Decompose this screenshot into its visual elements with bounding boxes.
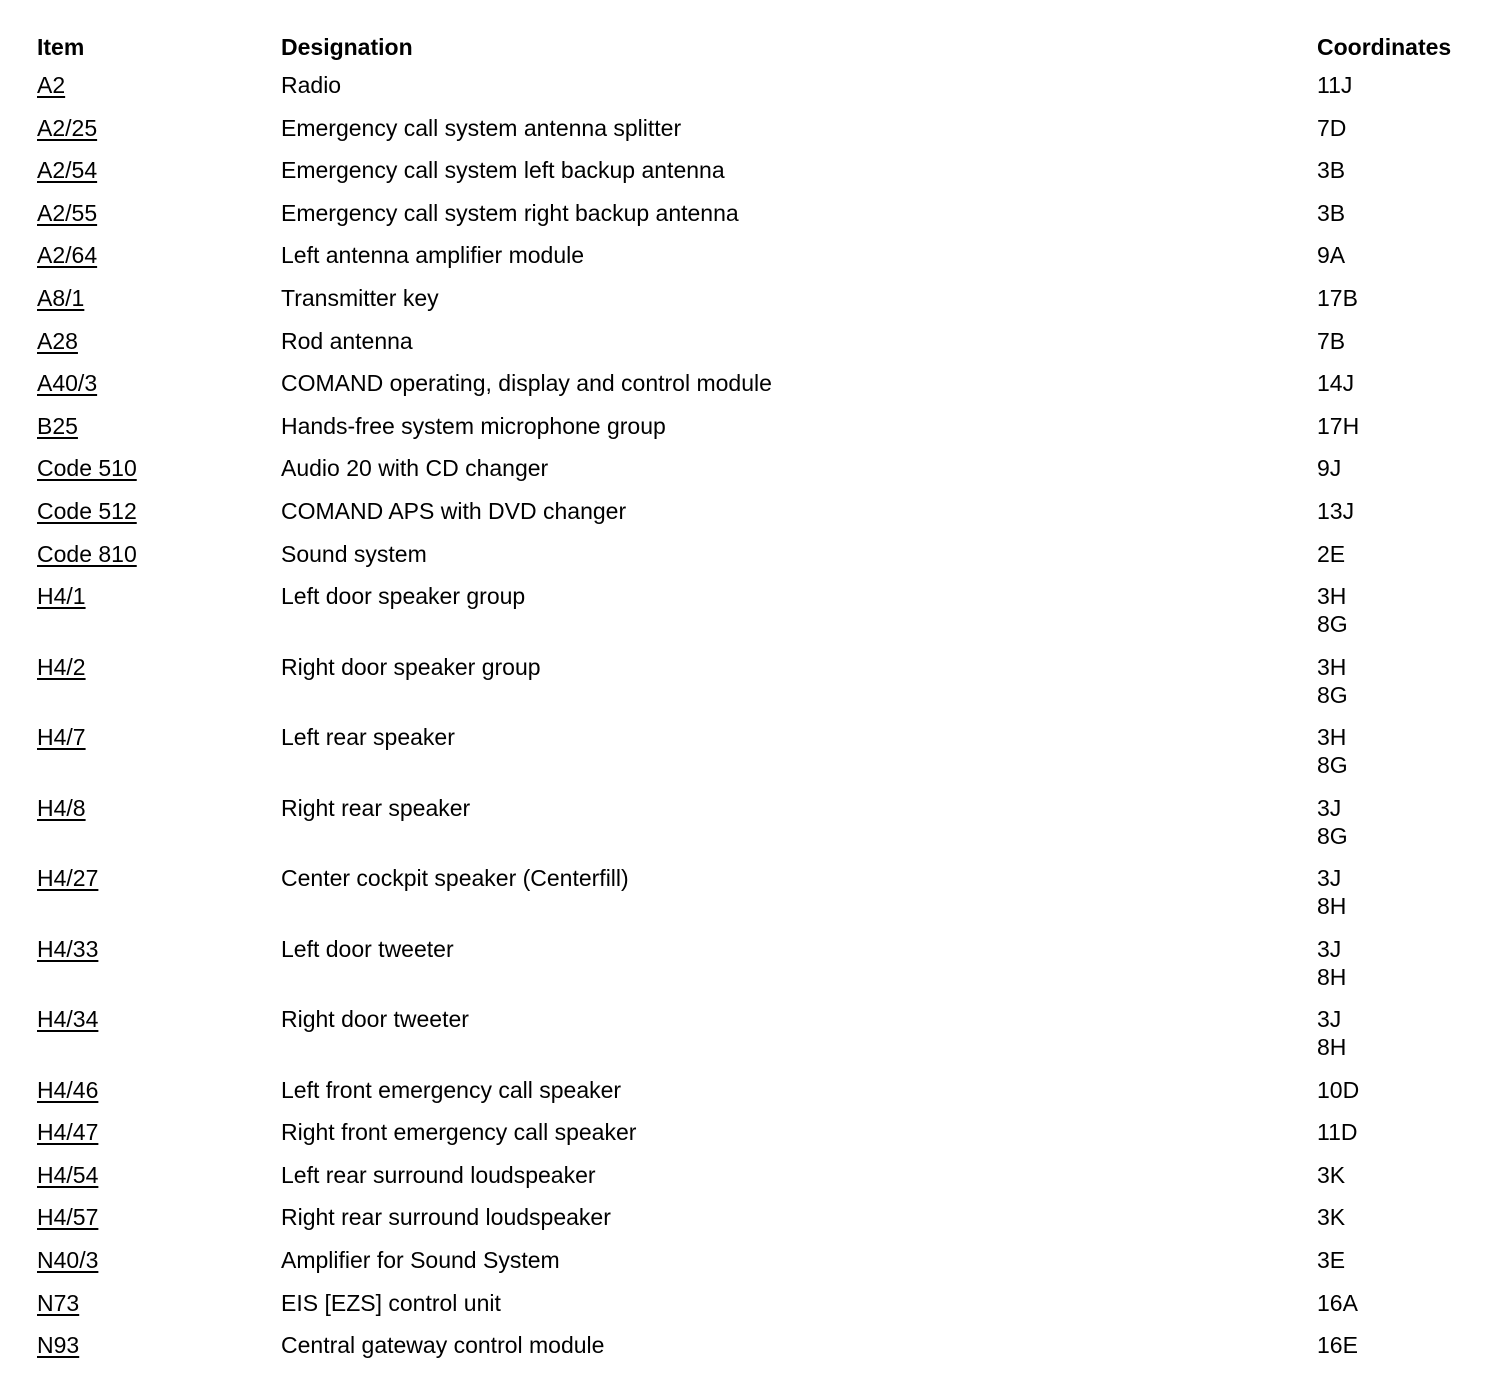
item-cell: [37, 494, 281, 525]
coordinate-value: 10D: [1317, 1076, 1360, 1103]
item-cell: [37, 1328, 281, 1359]
coordinates-cell: [1317, 238, 1477, 269]
coordinates-cell: [1317, 281, 1477, 312]
item-link[interactable]: H4/57: [37, 1204, 99, 1231]
table-row: [37, 1328, 1477, 1371]
coordinates-cell: [1317, 409, 1477, 440]
coordinate-value: 17H: [1317, 412, 1360, 439]
coordinate-value: 14J: [1317, 370, 1355, 397]
designation-cell: Left antenna amplifier module: [281, 242, 585, 269]
coordinates-cell: [1317, 1115, 1477, 1146]
item-link[interactable]: Code 810: [37, 540, 137, 567]
coordinates-cell: [1317, 111, 1477, 142]
item-link[interactable]: H4/27: [37, 865, 99, 892]
item-link[interactable]: B25: [37, 412, 78, 439]
item-link[interactable]: A8/1: [37, 284, 85, 311]
coordinate-value: 7D: [1317, 114, 1347, 141]
coordinates-cell: [1317, 1243, 1477, 1274]
item-cell: [37, 196, 281, 227]
item-link[interactable]: A28: [37, 327, 78, 354]
coordinate-value: 3J: [1317, 794, 1342, 821]
designation-cell: COMAND operating, display and control module: [281, 370, 772, 397]
designation-cell: Emergency call system antenna splitter: [281, 114, 682, 141]
item-cell: [37, 281, 281, 312]
table-row: [37, 650, 1477, 721]
coordinates-cell: [1317, 1073, 1477, 1104]
item-cell: [37, 1158, 281, 1189]
coordinate-value: 8H: [1317, 1034, 1347, 1061]
designation-cell: Right rear speaker: [281, 794, 471, 821]
coordinate-value: 3K: [1317, 1161, 1346, 1188]
coordinate-value: 8G: [1317, 822, 1348, 849]
coordinates-cell: [1317, 1200, 1477, 1231]
coordinate-value: 17B: [1317, 284, 1358, 311]
coordinates-cell: [1317, 579, 1477, 638]
table-header-row: [37, 26, 1477, 68]
coordinates-cell: [1317, 1286, 1477, 1317]
table-row: [37, 1073, 1477, 1116]
designation-cell: Right door tweeter: [281, 1006, 469, 1033]
header-designation: Designation: [281, 33, 413, 60]
designation-cell: Left front emergency call speaker: [281, 1076, 622, 1103]
designation-cell: Center cockpit speaker (Centerfill): [281, 865, 629, 892]
item-cell: [37, 111, 281, 142]
designation-cell: COMAND APS with DVD changer: [281, 497, 627, 524]
coordinates-cell: [1317, 1158, 1477, 1189]
coordinates-cell: [1317, 932, 1477, 991]
designation-cell: Left rear surround loudspeaker: [281, 1161, 596, 1188]
table-row: [37, 366, 1477, 409]
coordinate-value: 8G: [1317, 752, 1348, 779]
coordinate-value: 3B: [1317, 199, 1346, 226]
item-link[interactable]: H4/46: [37, 1076, 99, 1103]
coordinate-value: 7B: [1317, 327, 1346, 354]
item-cell: [37, 1115, 281, 1146]
coordinates-cell: [1317, 68, 1477, 99]
designation-cell: Sound system: [281, 540, 427, 567]
table-row: [37, 281, 1477, 324]
designation-cell: Rod antenna: [281, 327, 413, 354]
item-link[interactable]: A40/3: [37, 370, 98, 397]
table-row: [37, 196, 1477, 239]
coordinate-value: 16A: [1317, 1289, 1358, 1316]
table-row: [37, 1200, 1477, 1243]
coordinates-cell: [1317, 196, 1477, 227]
designation-cell: EIS [EZS] control unit: [281, 1289, 501, 1316]
designation-cell: Right rear surround loudspeaker: [281, 1204, 611, 1231]
item-cell: [37, 650, 281, 681]
coordinate-value: 8H: [1317, 893, 1347, 920]
table-row: [37, 1158, 1477, 1201]
coordinates-cell: [1317, 324, 1477, 355]
designation-cell: Radio: [281, 72, 342, 98]
table-row: [37, 494, 1477, 537]
item-cell: [37, 537, 281, 568]
table-row: [37, 1243, 1477, 1286]
item-cell: [37, 1002, 281, 1033]
table-row: [37, 791, 1477, 862]
coordinate-value: 3J: [1317, 1006, 1342, 1033]
designation-cell: Transmitter key: [281, 284, 439, 311]
table-row: [37, 1115, 1477, 1158]
table-row: [37, 579, 1477, 650]
coordinates-cell: [1317, 537, 1477, 568]
item-link[interactable]: A2/64: [37, 242, 98, 269]
coordinate-value: 11D: [1317, 1119, 1358, 1146]
table-row: [37, 111, 1477, 154]
table-row: [37, 932, 1477, 1003]
table-row: [37, 720, 1477, 791]
item-cell: [37, 791, 281, 822]
coordinate-value: 16E: [1317, 1332, 1358, 1359]
coordinates-cell: [1317, 650, 1477, 709]
coordinates-cell: [1317, 366, 1477, 397]
coordinate-value: 3K: [1317, 1204, 1346, 1231]
item-link[interactable]: H4/8: [37, 794, 86, 821]
table-row: [37, 451, 1477, 494]
item-cell: [37, 720, 281, 751]
designation-cell: Left door speaker group: [281, 583, 526, 610]
header-item: Item: [37, 33, 85, 60]
item-cell: [37, 238, 281, 269]
designation-cell: Left door tweeter: [281, 935, 454, 962]
item-cell: [37, 861, 281, 892]
item-link[interactable]: A2/25: [37, 114, 98, 141]
coordinates-cell: [1317, 1328, 1477, 1359]
designation-cell: Emergency call system right backup antenna: [281, 199, 739, 226]
table-row: [37, 537, 1477, 580]
item-link[interactable]: H4/1: [37, 583, 86, 610]
coordinate-value: 8H: [1317, 963, 1347, 990]
item-cell: [37, 366, 281, 397]
item-link[interactable]: N73: [37, 1289, 80, 1316]
item-cell: [37, 68, 281, 99]
coordinate-value: 3J: [1317, 865, 1342, 892]
coordinate-value: 2E: [1317, 540, 1346, 567]
item-cell: [37, 451, 281, 482]
coordinates-cell: [1317, 451, 1477, 482]
item-cell: [37, 324, 281, 355]
item-link[interactable]: H4/7: [37, 724, 86, 751]
item-link[interactable]: A2/54: [37, 157, 98, 184]
coordinate-value: 9J: [1317, 455, 1342, 482]
coordinates-cell: [1317, 494, 1477, 525]
table-row: [37, 324, 1477, 367]
table-row: [37, 68, 1477, 111]
coordinate-value: 8G: [1317, 681, 1348, 708]
designation-cell: Right door speaker group: [281, 653, 541, 680]
designation-cell: Right front emergency call speaker: [281, 1119, 637, 1146]
item-link[interactable]: H4/47: [37, 1119, 99, 1146]
coordinates-cell: [1317, 720, 1477, 779]
item-link[interactable]: N93: [37, 1332, 80, 1359]
item-cell: [37, 1073, 281, 1104]
coordinate-value: 9A: [1317, 242, 1346, 269]
designation-cell: Central gateway control module: [281, 1332, 605, 1359]
coordinates-cell: [1317, 861, 1477, 920]
coordinate-value: 3H: [1317, 583, 1347, 610]
designation-cell: Left rear speaker: [281, 724, 455, 751]
coordinate-value: 3B: [1317, 157, 1346, 184]
item-link[interactable]: Code 512: [37, 497, 137, 524]
table-row: [37, 1286, 1477, 1329]
coordinates-cell: [1317, 791, 1477, 850]
header-coordinates: Coordinates: [1317, 33, 1452, 60]
component-legend-table: [37, 26, 1477, 1371]
coordinates-cell: [1317, 1002, 1477, 1061]
item-link[interactable]: N40/3: [37, 1247, 99, 1273]
table-row: [37, 153, 1477, 196]
item-link[interactable]: A2/55: [37, 199, 98, 226]
item-cell: [37, 1243, 281, 1274]
item-link[interactable]: H4/33: [37, 935, 99, 962]
coordinate-value: 8G: [1317, 611, 1348, 638]
designation-cell: Hands-free system microphone group: [281, 412, 666, 439]
coordinates-cell: [1317, 153, 1477, 184]
item-cell: [37, 1200, 281, 1231]
table-row: [37, 861, 1477, 932]
coordinate-value: 3H: [1317, 653, 1347, 680]
coordinate-value: 13J: [1317, 497, 1355, 524]
item-link[interactable]: Code 510: [37, 455, 137, 482]
table-row: [37, 238, 1477, 281]
coordinate-value: 3E: [1317, 1247, 1346, 1273]
designation-cell: Audio 20 with CD changer: [281, 455, 549, 482]
designation-cell: Amplifier for Sound System: [281, 1247, 560, 1273]
item-link[interactable]: H4/2: [37, 653, 86, 680]
table-row: [37, 1002, 1477, 1073]
item-cell: [37, 579, 281, 610]
coordinate-value: 11J: [1317, 72, 1353, 98]
coordinate-value: 3J: [1317, 935, 1342, 962]
item-cell: [37, 932, 281, 963]
item-cell: [37, 1286, 281, 1317]
item-cell: [37, 153, 281, 184]
designation-cell: Emergency call system left backup antenna: [281, 157, 725, 184]
coordinate-value: 3H: [1317, 724, 1347, 751]
item-cell: [37, 409, 281, 440]
item-link[interactable]: A2: [37, 72, 66, 98]
table-body: [37, 68, 1477, 1371]
item-link[interactable]: H4/34: [37, 1006, 99, 1033]
item-link[interactable]: H4/54: [37, 1161, 99, 1188]
table-row: [37, 409, 1477, 452]
